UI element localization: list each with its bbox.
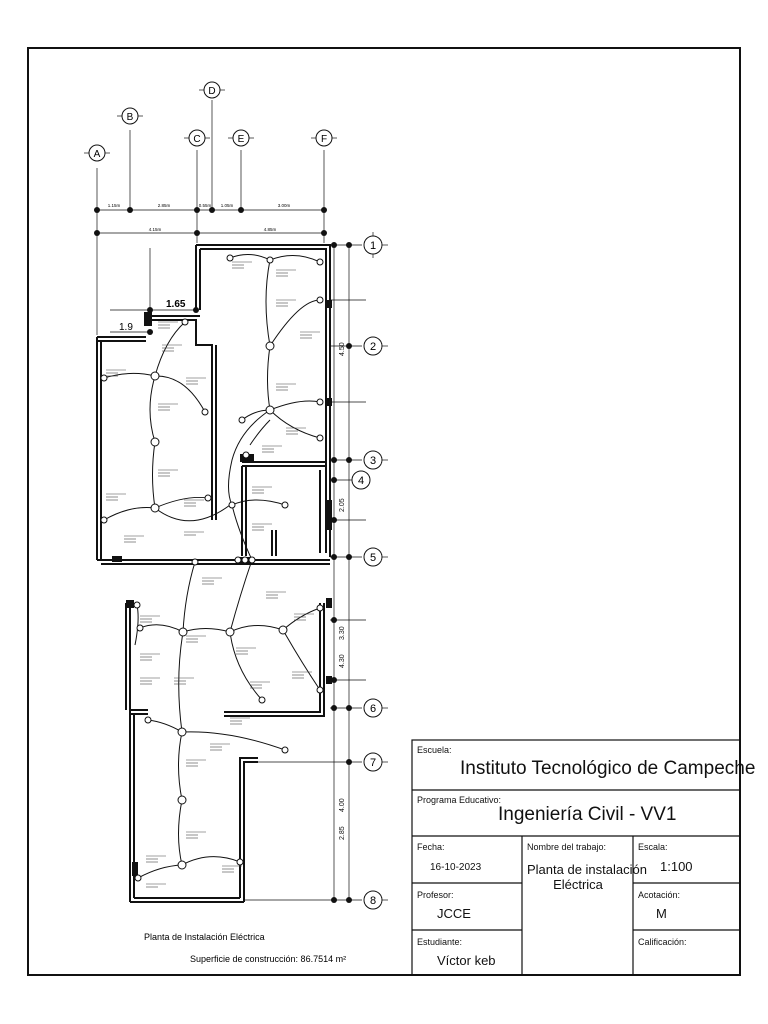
svg-text:F: F (320, 134, 328, 145)
plan-area: Superficie de construcción: 86.7514 m² (190, 954, 347, 964)
svg-text:4.15m: 4.15m (148, 227, 162, 232)
ceiling-light-fixtures (151, 342, 287, 869)
svg-text:1: 1 (369, 240, 377, 252)
grid-bubble-b (122, 108, 138, 124)
dim-1-9: 1.9 (119, 322, 133, 333)
svg-text:3: 3 (369, 455, 377, 467)
grid-bubble-f (316, 130, 332, 146)
grid-bubble-7 (364, 753, 382, 771)
scale-label: Escala: (638, 842, 668, 852)
plan-title: Planta de Instalación Eléctrica (144, 932, 265, 942)
program-label: Programa Educativo: (417, 795, 502, 805)
wall-blocks (112, 300, 332, 876)
grid-bubble-1 (364, 236, 382, 254)
grid-bubble-d (204, 82, 220, 98)
units-label: Acotación: (638, 890, 681, 900)
svg-text:0.55m: 0.55m (198, 203, 212, 208)
right-dimension-labels (339, 342, 346, 840)
svg-text:2.85: 2.85 (339, 826, 346, 840)
grid-bubble-2 (364, 337, 382, 355)
grid-bubble-6 (364, 699, 382, 717)
program-name: Ingeniería Civil - VV1 (498, 804, 677, 825)
dim-1-65: 1.65 (166, 299, 186, 310)
svg-text:A: A (93, 149, 101, 160)
date-value: 16-10-2023 (430, 862, 482, 873)
svg-text:1.05m: 1.05m (220, 203, 234, 208)
svg-text:6: 6 (369, 703, 377, 715)
svg-text:4: 4 (357, 475, 365, 487)
school-name: Instituto Tecnológico de Campeche (460, 758, 756, 779)
svg-text:C: C (193, 134, 201, 145)
svg-text:4.00: 4.00 (339, 798, 346, 812)
grade-label: Calificación: (638, 937, 687, 947)
svg-text:2.85m: 2.85m (157, 203, 171, 208)
teacher-label: Profesor: (417, 890, 454, 900)
svg-text:2.05: 2.05 (339, 498, 346, 512)
grid-bubble-8 (364, 891, 382, 909)
student-value: Víctor keb (437, 953, 496, 968)
school-label: Escuela: (417, 745, 452, 755)
svg-text:3.30: 3.30 (339, 626, 346, 640)
svg-text:4.30: 4.30 (339, 654, 346, 668)
top-dimension-labels (108, 203, 291, 232)
svg-text:7: 7 (369, 757, 377, 769)
work-label: Nombre del trabajo: (527, 842, 607, 852)
grid-bubble-3 (364, 451, 382, 469)
student-label: Estudiante: (417, 937, 463, 947)
svg-text:4.50: 4.50 (339, 342, 346, 356)
svg-text:B: B (126, 112, 134, 123)
svg-text:E: E (237, 134, 245, 145)
svg-text:4.85m: 4.85m (263, 227, 277, 232)
grid-column-bubbles (89, 82, 332, 161)
grid-bubble-e (233, 130, 249, 146)
svg-text:1.15m: 1.15m (107, 203, 121, 208)
teacher-value: JCCE (437, 906, 471, 921)
svg-text:5: 5 (369, 552, 377, 564)
scale-value: 1:100 (660, 859, 693, 874)
grid-row-bubbles (352, 236, 382, 909)
work-title-line2: Eléctrica (553, 877, 603, 892)
date-label: Fecha: (417, 842, 445, 852)
top-dim-nodes (94, 207, 327, 335)
grid-bubble-4 (352, 471, 370, 489)
walls (97, 245, 330, 902)
svg-text:D: D (208, 86, 216, 97)
svg-text:2: 2 (369, 341, 377, 353)
grid-bubble-c (189, 130, 205, 146)
work-title-line1: Planta de instalación (527, 862, 647, 877)
units-value: M (656, 906, 667, 921)
grid-bubble-a (89, 145, 105, 161)
svg-text:3.00m: 3.00m (277, 203, 291, 208)
grid-bubble-5 (364, 548, 382, 566)
svg-text:8: 8 (369, 895, 377, 907)
